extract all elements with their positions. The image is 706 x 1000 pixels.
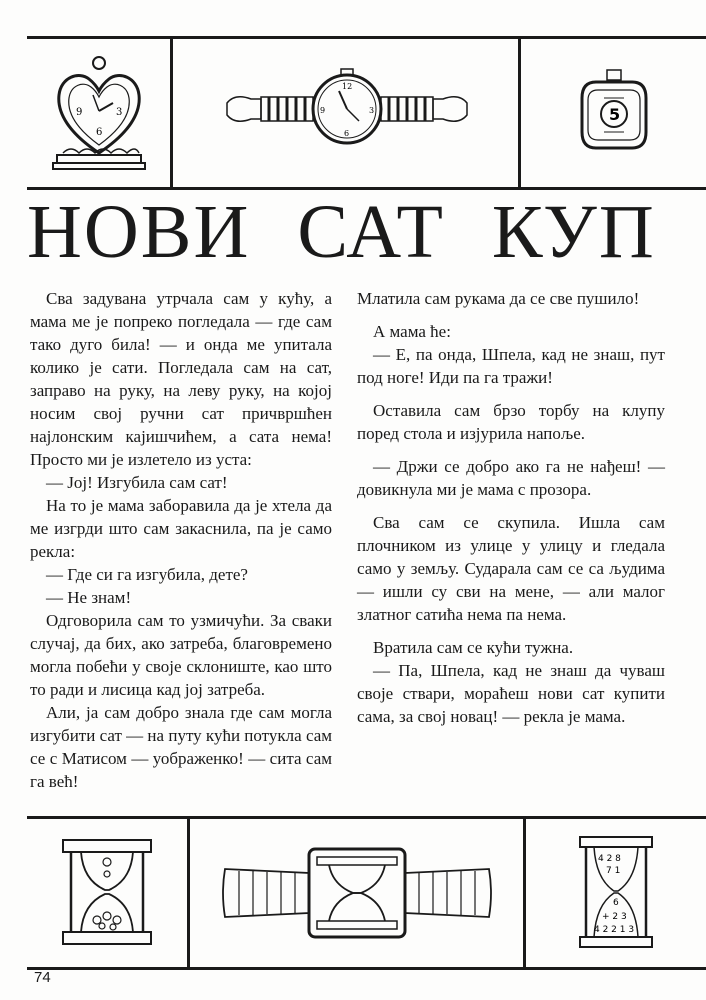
hourglass-bracelet-cell — [190, 819, 523, 967]
hourglass-cell — [27, 819, 187, 967]
dialogue-line: — Па, Шпела, кад не знаш да чуваш своје ствари, мораћеш нови сат купити сама, за свој новац! — рекла је мама. — [357, 661, 665, 726]
svg-text:6: 6 — [95, 127, 102, 138]
paragraph: Одговорила сам то узмичући. За сваки случај, да бих, ако затреба, благовремено могла побећи у своје склониште, као што то ради и лисица кад јој затреба. — [30, 611, 332, 699]
paragraph: А мама ће: — [373, 322, 451, 341]
paragraph: Сва задувана утрчала сам у кућу, а мама ме је попреко погледала — где сам тако дуго била! — и онда ме упитала колико је сати. Погледала сам на сат, заправо на руку, на леву руку, на којој носим свој ручни сат причвршћен најлонским кајишчићем, а сата нема! Просто ми је излетело из уста: — [30, 289, 332, 469]
heart-clock-icon — [49, 53, 149, 173]
top-illustration-band — [27, 36, 706, 190]
digit-row: 6 — [613, 897, 619, 908]
bottom-illustration-band — [27, 816, 706, 970]
svg-text:3: 3 — [368, 106, 374, 115]
story-title: НОВИ САТ КУП — [27, 190, 656, 274]
left-column — [30, 287, 332, 793]
wristwatch-icon — [221, 63, 471, 163]
paragraph: Вратила сам се кући тужна. — [373, 638, 574, 657]
digit-row: 4 2 8 — [598, 853, 621, 864]
digit-row: + 2 3 — [602, 911, 627, 922]
paragraph: Сва сам се скупила. Ишла сам плочником из улице у улицу и гледала само у земљу. Сударала сам се са људима — ишли су сви на мене, — али малог златног сатића нема па нема. — [357, 513, 665, 624]
paragraph: Млатила сам рукама да се све пушило! — [357, 289, 640, 308]
svg-text:9: 9 — [75, 107, 82, 118]
paragraph: Оставила сам брзо торбу на клупу поред стола и изјурила напоље. — [357, 401, 665, 443]
small-watch-icon — [574, 68, 654, 158]
paragraph: На то је мама заборавила да је хтела да ме изгрди што сам закаснила, па је само рекла: — [30, 496, 332, 561]
dialogue-line: — Где си га изгубила, дете? — [46, 565, 248, 584]
dialogue-line: — Е, па онда, Шпела, кад не знаш, пут под ноге! Иди па га тражи! — [357, 345, 665, 387]
right-column — [357, 287, 665, 728]
svg-text:9: 9 — [319, 106, 325, 115]
page-number: 74 — [34, 969, 51, 986]
svg-text:3: 3 — [115, 107, 122, 118]
digit-row: 7 1 — [606, 865, 621, 876]
svg-text:12: 12 — [341, 82, 352, 91]
digit-row: 4 2 2 1 3 — [594, 924, 635, 935]
hourglass-icon — [57, 836, 157, 951]
svg-text:6: 6 — [343, 129, 349, 138]
number-hourglass-icon — [576, 831, 656, 956]
number-hourglass-cell — [526, 819, 706, 967]
dialogue-line: — Држи се добро ако га не нађеш! — довикнула ми је мама с прозора. — [357, 457, 665, 499]
paragraph: Али, ја сам добро знала где сам могла изгубити сат — на путу кући потукла сам се с Матисом — уображенко! — сита сам га већ! — [30, 703, 332, 791]
watch-digit: 5 — [608, 105, 620, 124]
hourglass-bracelet-icon — [217, 843, 497, 943]
small-watch-cell — [521, 39, 706, 187]
heart-clock-cell — [27, 39, 170, 187]
dialogue-line: — Јој! Изгубила сам сат! — [46, 473, 228, 492]
dialogue-line: — Не знам! — [46, 588, 132, 607]
wristwatch-cell — [173, 39, 518, 187]
